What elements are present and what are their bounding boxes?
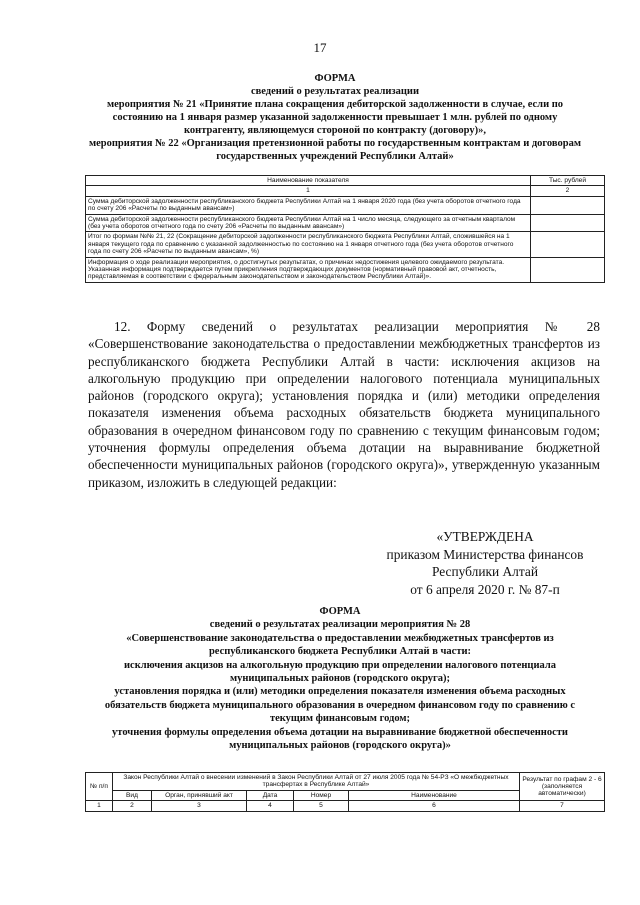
form1-line1: мероприятия № 21 «Принятие плана сокращения дебиторской задолженности в случае, если по состоянию на 1 января размер указанной задолженности превышает 1 млн. рублей по одному контрагенту, являющемуся стороной по контракту (договору)»,: [106, 99, 564, 136]
table-row: [86, 257, 605, 282]
form1-header-thousands: Тыс. рублей: [531, 176, 605, 186]
form1-subtitle: сведений о результатах реализации: [250, 86, 420, 97]
table-row: [86, 801, 605, 811]
form2-num-1: 1: [86, 801, 113, 811]
form2-line4: уточнения формулы определения объема дотации на выравнивание бюджетной обеспеченности муниципальных районов (городского округа)»: [112, 726, 568, 752]
form1-row-1-value: [531, 196, 605, 214]
form2-num-3: 3: [152, 801, 247, 811]
form2-heading: [85, 605, 595, 752]
form1-title: ФОРМА: [314, 73, 356, 84]
main-paragraph: 12. Форму сведений о результатах реализации мероприятия № 28 «Совершенствование законодательства о предоставлении межбюджетных трансфертов из республиканского бюджета Республики Алтай в части: исключения акцизов на алкогольную продукцию при определении налогового потенциала муниципальных районов (городского округа); установления порядка и (или) методики определения показателя изменения объема расходных обязательств бюджета муниципального образования в очередном финансовом году по сравнению с текущим финансовым годом; уточнения формулы определения объема дотации на выравнивание бюджетной обеспеченности муниципальных районов (городского округа)», утвержденную указанным приказом, изложить в следующей редакции:: [88, 319, 600, 490]
approval-line2: приказом Министерства финансов: [386, 546, 584, 562]
form2-sub-date: Дата: [247, 790, 294, 800]
form1-heading: [85, 72, 585, 163]
form2-subtitle: сведений о результатах реализации мероприятия № 28: [209, 619, 471, 631]
form2-num-5: 5: [294, 801, 349, 811]
form2-num-6: 6: [349, 801, 520, 811]
table-row: [86, 196, 605, 214]
form2-num-7: 7: [520, 801, 605, 811]
form2-col-num: № п/п: [86, 773, 113, 801]
form1-row-4: Информация о ходе реализации мероприятия, о достигнутых результатах, о причинах недостижения целевого ожидаемого результата. Указанная информация подтверждается путем прикрепления подтверждающих документов (нормативный правовой акт, отчетность, представляемая в соответствии с федеральным законодательством и законодательством Республики Алтай)».: [86, 257, 531, 282]
form1-row-2-value: [531, 214, 605, 232]
page-number: 17: [313, 40, 327, 55]
form2-line1: «Совершенствование законодательства о предоставлении межбюджетных трансфертов из республиканского бюджета Республики Алтай в части:: [126, 632, 554, 658]
form1-row-2: Сумма дебиторской задолженности республиканского бюджета Республики Алтай на 1 число месяца, следующего за отчетным кварталом (без учета оборотов отчетного года по счету 206 «Расчеты по выданным авансам»): [86, 214, 531, 232]
form2-sub-type: Вид: [113, 790, 152, 800]
form1-row-3: Итог по формам №№ 21, 22 (Сокращение дебиторской задолженности республиканского бюджета Республики Алтай, сложившейся на 1 января текущего года по сравнению с указанной задолженностью по состоянию на 1 января отчетного года (без учета оборотов отчетного года по счету 206 «Расчеты по выданным авансам», %): [86, 232, 531, 257]
form2-group-header: Закон Республики Алтай о внесении изменений в Закон Республики Алтай от 27 июля 2005 года № 54-РЗ «О межбюджетных трансфертах в Республике Алтай»: [113, 773, 520, 791]
approval-line3: Республики Алтай: [431, 564, 538, 579]
form2-line3: установления порядка и (или) методики определения показателя изменения объема расходных обязательств бюджета муниципального образования в очередном финансовом году по сравнению с текущим финансовым годом;: [104, 686, 576, 725]
form1-colnum-2: 2: [531, 186, 605, 196]
form2-table: [85, 772, 605, 812]
form2-sub-number: Номер: [294, 790, 349, 800]
table-row: [86, 232, 605, 257]
form1-table: [85, 175, 605, 283]
form2-num-4: 4: [247, 801, 294, 811]
form2-line2: исключения акцизов на алкогольную продукцию при определении налогового потенциала муниципальных районов (городского округа);: [123, 659, 557, 685]
form2-sub-name: Наименование: [349, 790, 520, 800]
approval-line4: от 6 апреля 2020 г. № 87-п: [410, 581, 560, 597]
form2-sub-body: Орган, принявший акт: [152, 790, 247, 800]
form1-row-1: Сумма дебиторской задолженности республиканского бюджета Республики Алтай на 1 января 2020 года (без учета оборотов отчетного года по счету 206 «Расчеты по выданным авансам»): [86, 196, 531, 214]
form1-colnum-1: 1: [86, 186, 531, 196]
approval-line1: «УТВЕРЖДЕНА: [436, 529, 534, 544]
form2-result-header: Результат по графам 2 - 6 (заполняется автоматически): [520, 773, 605, 801]
table-row: [86, 214, 605, 232]
form2-title: ФОРМА: [319, 606, 361, 617]
form1-line2: мероприятия № 22 «Организация претензионной работы по государственным контрактам и договорам государственных учреждений Республики Алтай»: [88, 138, 582, 162]
form1-row-3-value: [531, 232, 605, 257]
form1-header-indicator: Наименование показателя: [86, 176, 531, 186]
form1-row-4-value: [531, 257, 605, 282]
approval-block: [370, 528, 600, 598]
form2-num-2: 2: [113, 801, 152, 811]
